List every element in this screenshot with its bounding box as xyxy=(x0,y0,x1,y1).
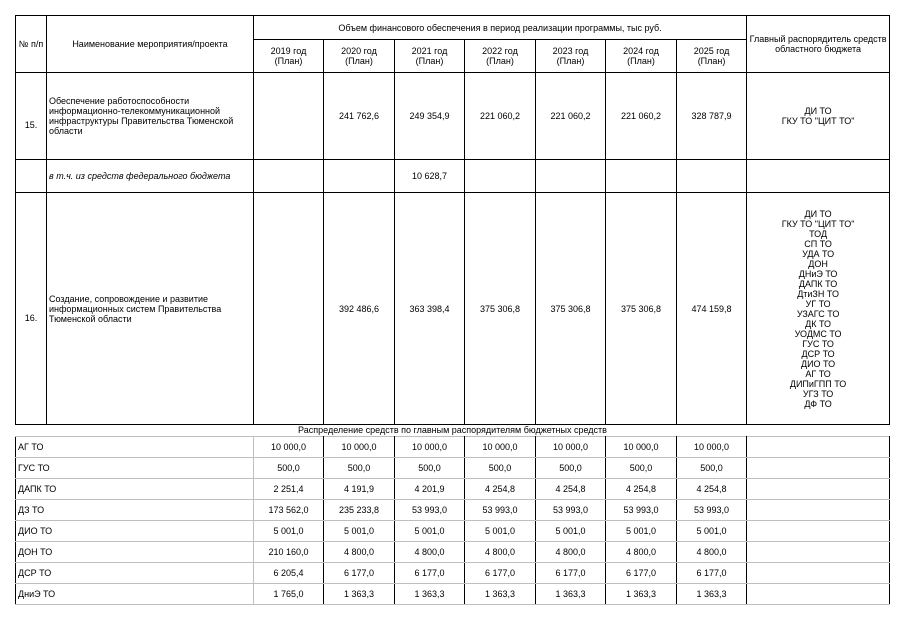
manager-name: ДАПК ТО xyxy=(16,478,254,499)
manager-entry: ГКУ ТО "ЦИТ ТО" xyxy=(781,116,855,126)
manager-name: ДОН ТО xyxy=(16,541,254,562)
manager-name: ДИО ТО xyxy=(16,520,254,541)
row-value: 249 354,9 xyxy=(395,73,465,160)
distribution-value: 53 993,0 xyxy=(677,499,747,520)
year-header xyxy=(395,40,465,73)
row-value: 221 060,2 xyxy=(536,73,606,160)
distribution-value: 173 562,0 xyxy=(254,499,324,520)
manager-name: ДниЭ ТО xyxy=(16,583,254,604)
distribution-value: 4 254,8 xyxy=(465,478,536,499)
distribution-value: 1 363,3 xyxy=(677,583,747,604)
distribution-value: 53 993,0 xyxy=(606,499,677,520)
distribution-empty-cell xyxy=(747,457,890,478)
distribution-value: 1 363,3 xyxy=(395,583,465,604)
distribution-value: 500,0 xyxy=(395,457,465,478)
row-number: 16. xyxy=(16,193,47,425)
distribution-value: 500,0 xyxy=(536,457,606,478)
program-table xyxy=(15,15,890,425)
row-value: 474 159,8 xyxy=(677,193,747,425)
year-label: 2022 год xyxy=(482,46,518,56)
manager-entry: ДИ ТО xyxy=(804,106,832,116)
manager-entry: УДА ТО xyxy=(802,248,835,259)
row-value xyxy=(606,160,677,193)
row-value xyxy=(465,160,536,193)
manager-entry: УОДМС ТО xyxy=(794,328,842,339)
distribution-value: 210 160,0 xyxy=(254,541,324,562)
distribution-value: 10 000,0 xyxy=(395,436,465,457)
year-label: 2021 год xyxy=(411,46,448,56)
distribution-row xyxy=(16,499,890,520)
distribution-value: 4 800,0 xyxy=(677,541,747,562)
year-header xyxy=(324,40,395,73)
manager-entry: ДОН xyxy=(808,258,828,269)
distribution-value: 10 000,0 xyxy=(254,436,324,457)
row-value: 375 306,8 xyxy=(536,193,606,425)
year-label: 2023 год xyxy=(552,46,589,56)
plan-label: (План) xyxy=(556,56,585,66)
row-manager xyxy=(747,160,890,193)
distribution-value: 4 800,0 xyxy=(324,541,395,562)
row-manager xyxy=(747,193,890,425)
distribution-empty-cell xyxy=(747,562,890,583)
manager-name: ГУС ТО xyxy=(16,457,254,478)
distribution-value: 4 254,8 xyxy=(677,478,747,499)
plan-label: (План) xyxy=(486,56,514,66)
row-value xyxy=(324,160,395,193)
distribution-empty-cell xyxy=(747,478,890,499)
distribution-value: 4 800,0 xyxy=(395,541,465,562)
distribution-value: 5 001,0 xyxy=(677,520,747,541)
manager-entry: УГ ТО xyxy=(805,298,831,309)
distribution-value: 4 800,0 xyxy=(465,541,536,562)
year-label: 2019 год xyxy=(270,46,307,56)
distribution-value: 6 177,0 xyxy=(677,562,747,583)
row-value xyxy=(254,73,324,160)
plan-label: (План) xyxy=(697,56,726,66)
year-header xyxy=(254,40,324,73)
row-value xyxy=(254,193,324,425)
distribution-row xyxy=(16,457,890,478)
distribution-value: 500,0 xyxy=(324,457,395,478)
distribution-value: 6 205,4 xyxy=(254,562,324,583)
manager-name: ДСР ТО xyxy=(16,562,254,583)
distribution-value: 500,0 xyxy=(606,457,677,478)
distribution-empty-cell xyxy=(747,436,890,457)
distribution-value: 6 177,0 xyxy=(606,562,677,583)
year-header xyxy=(536,40,606,73)
distribution-row xyxy=(16,436,890,457)
distribution-value: 500,0 xyxy=(254,457,324,478)
distribution-value: 1 363,3 xyxy=(324,583,395,604)
distribution-value: 1 363,3 xyxy=(536,583,606,604)
year-label: 2024 год xyxy=(623,46,659,56)
distribution-table xyxy=(15,424,890,605)
row-value: 375 306,8 xyxy=(606,193,677,425)
distribution-value: 4 254,8 xyxy=(606,478,677,499)
distribution-value: 10 000,0 xyxy=(677,436,747,457)
row-value xyxy=(677,160,747,193)
col-name-header: Наименование мероприятия/проекта xyxy=(47,16,254,73)
manager-entry: ДНиЭ ТО xyxy=(798,268,838,279)
row-value: 10 628,7 xyxy=(395,160,465,193)
manager-entry: АГ ТО xyxy=(805,368,831,379)
row-value xyxy=(536,160,606,193)
distribution-row xyxy=(16,541,890,562)
distribution-value: 5 001,0 xyxy=(254,520,324,541)
manager-name: АГ ТО xyxy=(16,436,254,457)
distribution-value: 6 177,0 xyxy=(536,562,606,583)
year-header xyxy=(606,40,677,73)
row-value: 221 060,2 xyxy=(465,73,536,160)
distribution-value: 4 201,9 xyxy=(395,478,465,499)
col-manager-header: Главный распорядитель средств областного бюджета xyxy=(747,16,890,73)
row-value: 363 398,4 xyxy=(395,193,465,425)
distribution-value: 5 001,0 xyxy=(536,520,606,541)
manager-entry: ДСР ТО xyxy=(801,348,835,359)
manager-entry: ДФ ТО xyxy=(804,398,832,409)
year-label: 2020 год xyxy=(341,46,377,56)
program-row xyxy=(16,193,890,425)
distribution-value: 4 254,8 xyxy=(536,478,606,499)
distribution-value: 1 765,0 xyxy=(254,583,324,604)
distribution-value: 5 001,0 xyxy=(324,520,395,541)
distribution-value: 10 000,0 xyxy=(465,436,536,457)
row-name: Обеспечение работоспособности информационно-телекоммуникационной инфраструктуры Правительства Тюменской области xyxy=(47,73,254,160)
col-volume-header: Объем финансового обеспечения в период реализации программы, тыс руб. xyxy=(254,16,747,40)
row-number xyxy=(16,160,47,193)
distribution-value: 500,0 xyxy=(677,457,747,478)
row-value: 221 060,2 xyxy=(606,73,677,160)
row-manager xyxy=(747,73,890,160)
distribution-value: 4 191,9 xyxy=(324,478,395,499)
main-body xyxy=(16,73,890,425)
col-num-header: № п/п xyxy=(16,16,47,73)
distribution-value: 4 800,0 xyxy=(606,541,677,562)
year-header xyxy=(677,40,747,73)
distribution-row xyxy=(16,583,890,604)
program-row xyxy=(16,160,890,193)
manager-entry: ТОД xyxy=(809,228,828,239)
distribution-value: 1 363,3 xyxy=(465,583,536,604)
manager-entry: ДтиЗН ТО xyxy=(797,288,839,299)
program-row xyxy=(16,73,890,160)
distribution-value: 53 993,0 xyxy=(395,499,465,520)
manager-entry: ДИО ТО xyxy=(800,358,836,369)
row-name: в т.ч. из средств федерального бюджета xyxy=(47,160,254,193)
plan-label: (План) xyxy=(415,56,444,66)
manager-entry: ДАПК ТО xyxy=(798,278,838,289)
distribution-caption: Распределение средств по главным распорядителям бюджетных средств xyxy=(298,424,607,435)
distribution-value: 6 177,0 xyxy=(395,562,465,583)
row-number: 15. xyxy=(16,73,47,160)
manager-entry: ДИ ТО xyxy=(804,208,832,219)
manager-entry: ГУС ТО xyxy=(802,338,834,349)
manager-name: ДЗ ТО xyxy=(16,499,254,520)
manager-entry: СП ТО xyxy=(804,238,832,249)
distribution-empty-cell xyxy=(747,520,890,541)
year-header xyxy=(465,40,536,73)
manager-entry: ГКУ ТО "ЦИТ ТО" xyxy=(781,218,855,229)
distribution-block xyxy=(15,424,890,605)
plan-label: (План) xyxy=(274,56,303,66)
row-name: Создание, сопровождение и развитие информационных систем Правительства Тюменской области xyxy=(47,193,254,425)
distribution-value: 10 000,0 xyxy=(606,436,677,457)
row-value: 375 306,8 xyxy=(465,193,536,425)
distribution-empty-cell xyxy=(747,541,890,562)
distribution-empty-cell xyxy=(747,499,890,520)
distribution-row xyxy=(16,520,890,541)
distribution-row xyxy=(16,478,890,499)
distribution-value: 5 001,0 xyxy=(395,520,465,541)
manager-entry: УГЗ ТО xyxy=(802,388,834,399)
row-value: 241 762,6 xyxy=(324,73,395,160)
distribution-value: 5 001,0 xyxy=(606,520,677,541)
distribution-value: 10 000,0 xyxy=(324,436,395,457)
plan-label: (План) xyxy=(345,56,373,66)
distribution-value: 1 363,3 xyxy=(606,583,677,604)
manager-entry: УЗАГС ТО xyxy=(796,308,840,319)
distribution-value: 235 233,8 xyxy=(324,499,395,520)
distribution-value: 10 000,0 xyxy=(536,436,606,457)
row-value xyxy=(254,160,324,193)
distribution-value: 4 800,0 xyxy=(536,541,606,562)
distribution-value: 2 251,4 xyxy=(254,478,324,499)
distribution-value: 500,0 xyxy=(465,457,536,478)
year-label: 2025 год xyxy=(693,46,730,56)
manager-entry: ДК ТО xyxy=(805,318,832,329)
plan-label: (План) xyxy=(627,56,655,66)
distribution-value: 53 993,0 xyxy=(536,499,606,520)
row-value: 392 486,6 xyxy=(324,193,395,425)
distribution-value: 6 177,0 xyxy=(465,562,536,583)
distribution-empty-cell xyxy=(747,583,890,604)
manager-entry: ДИПиГПП ТО xyxy=(789,378,847,389)
row-value: 328 787,9 xyxy=(677,73,747,160)
distribution-value: 5 001,0 xyxy=(465,520,536,541)
distribution-value: 6 177,0 xyxy=(324,562,395,583)
distribution-row xyxy=(16,562,890,583)
distribution-value: 53 993,0 xyxy=(465,499,536,520)
